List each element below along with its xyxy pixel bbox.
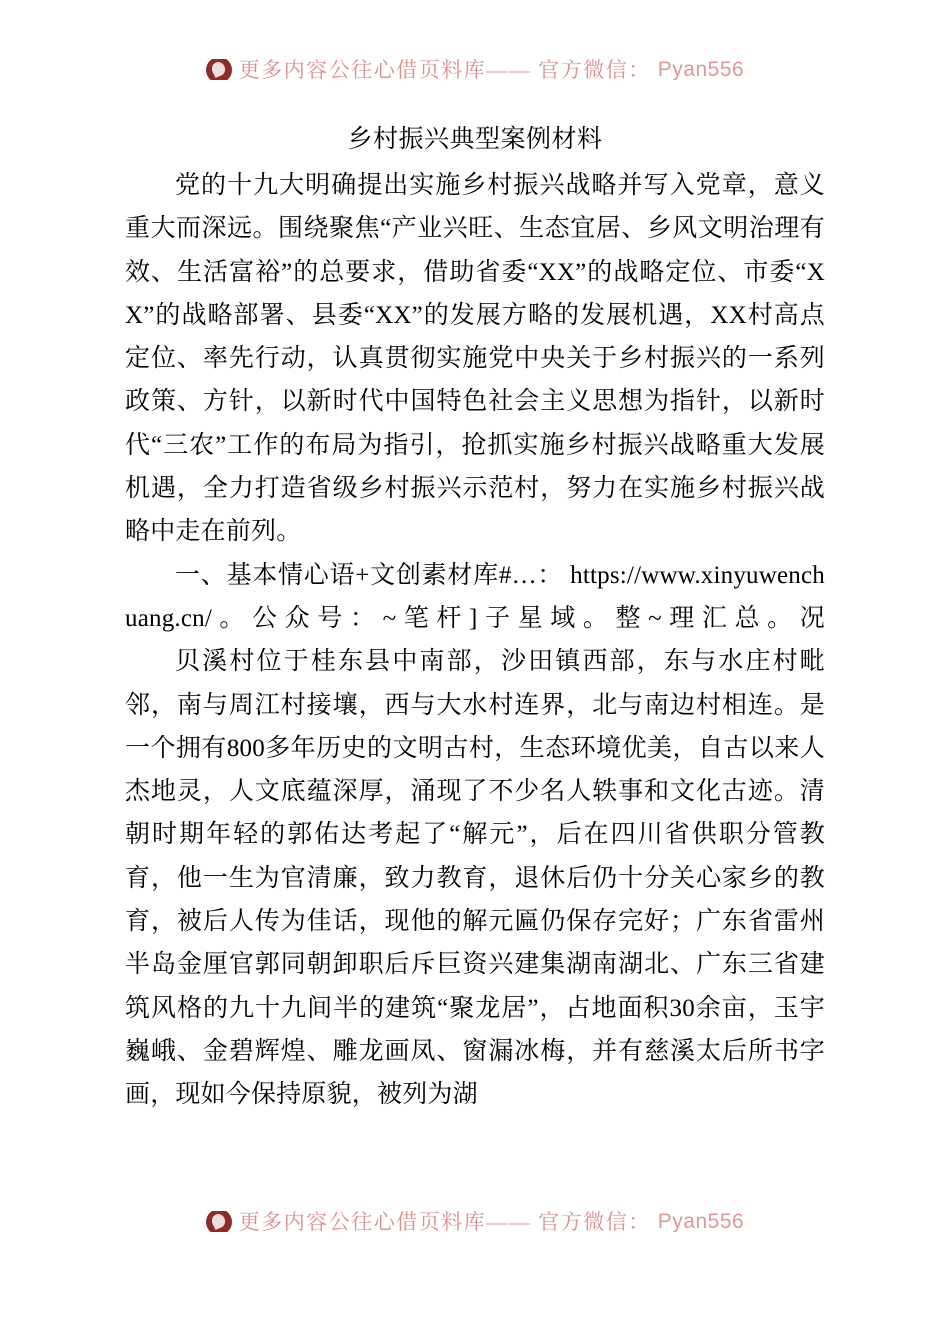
- watermark-content: [206, 1211, 744, 1232]
- brand-logo-icon: [206, 1211, 232, 1232]
- page-title: 乡村振兴典型案例材料: [347, 126, 603, 153]
- watermark-contact-label: 官方微信：: [538, 58, 651, 80]
- paragraph-village-description: 贝溪村位于桂东县中南部，沙田镇西部，东与水庄村毗邻，南与周江村接壤，西与大水村连界，北与南边村相连。是一个拥有800多年历史的文明古村，生态环境优美，自古以来人杰地灵，人文底蕴深厚，涌现了不少名人轶事和文化古迹。清朝时期年轻的郭佑达考起了“解元”，后在四川省供职分管教育，他一生为官清廉，致力教育，退休后仍十分关心家乡的教育，被后人传为佳话，现他的解元匾仍保存完好；广东省雷州半岛金厘官郭同朝卸职后斥巨资兴建集湖南湖北、广东三省建筑风格的九十九间半的建筑“聚龙居”，占地面积30余亩，玉宇巍峨、金碧辉煌、雕龙画凤、窗漏冰梅，并有慈溪太后所书字画，现如今保持原貌，被列为湖: [125, 648, 825, 1109]
- watermark-contact-id: Pyan556: [657, 1210, 745, 1232]
- brand-logo-icon: [206, 59, 232, 80]
- document-body: [125, 118, 825, 1117]
- watermark-top: [0, 52, 950, 86]
- watermark-content: [206, 59, 744, 80]
- watermark-bottom: [0, 1204, 950, 1238]
- paragraph-intro: 党的十九大明确提出实施乡村振兴战略并写入党章，意义重大而深远。围绕聚焦“产业兴旺、生态宜居、乡风文明治理有效、生活富裕”的总要求，借助省委“XX”的战略定位、市委“XX”的战略部署、县委“XX”的发展方略的发展机遇，XX村高点定位、率先行动，认真贯彻实施党中央关于乡村振兴的一系列政策、方针，以新时代中国特色社会主义思想为指针，以新时代“三农”工作的布局为指引，抢抓实施乡村振兴战略重大发展机遇，全力打造省级乡村振兴示范村，努力在实施乡村振兴战略中走在前列。: [125, 172, 825, 546]
- watermark-contact-label: 官方微信：: [538, 1210, 651, 1232]
- paragraph-section-heading-spam: 一、基本情心语+文创素材库#…： https://www.xinyuwenchuang.cn/。公众号：~笔杆]子星域。整~理汇总。况: [125, 561, 825, 632]
- watermark-contact-id: Pyan556: [657, 58, 745, 80]
- watermark-text: 更多内容公往心借页料库——: [238, 1210, 532, 1232]
- watermark-text: 更多内容公往心借页料库——: [238, 58, 532, 80]
